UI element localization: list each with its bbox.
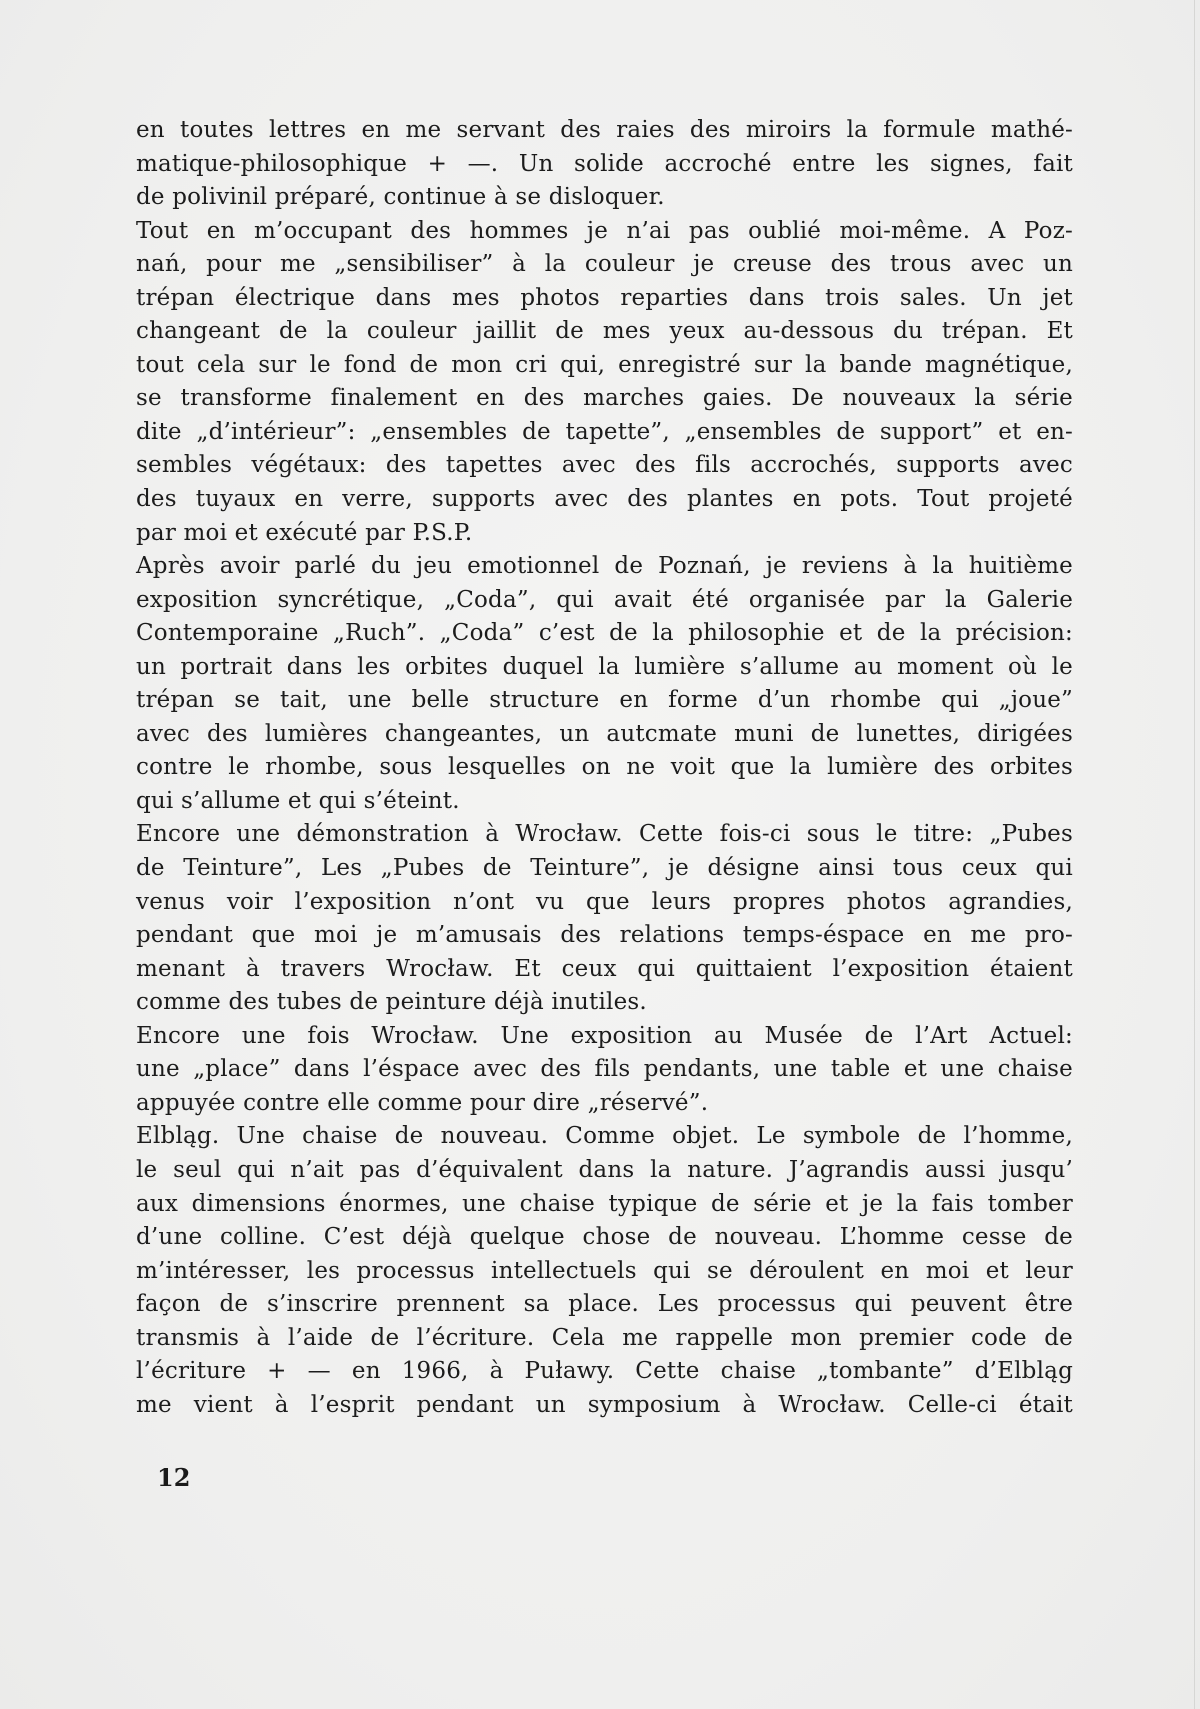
text-line: avec des lumières changeantes, un autcmate muni de lunettes, dirigées [136, 720, 1073, 747]
text-line: m’intéresser, les processus intellectuels qui se déroulent en moi et leur [136, 1257, 1073, 1284]
text-line: transmis à l’aide de l’écriture. Cela me rappelle mon premier code de [136, 1324, 1073, 1351]
text-line: contre le rhombe, sous lesquelles on ne voit que la lumière des orbites [136, 754, 1073, 781]
text-line: appuyée contre elle comme pour dire „réservé”. [136, 1089, 709, 1116]
text-line: des tuyaux en verre, supports avec des plantes en pots. Tout projeté [136, 486, 1073, 513]
text-line: le seul qui n’ait pas d’équivalent dans la nature. J’agrandis aussi jusqu’ [136, 1156, 1073, 1183]
text-line: qui s’allume et qui s’éteint. [136, 787, 460, 814]
body-text [136, 114, 1073, 1422]
text-line: de polivinil préparé, continue à se disloquer. [136, 184, 665, 211]
page-edge-line [1194, 0, 1195, 1709]
text-line: Tout en m’occupant des hommes je n’ai pas oublié moi-même. A Poz- [136, 217, 1073, 244]
text-line: en toutes lettres en me servant des raies des miroirs la formule mathé- [136, 117, 1073, 143]
text-line: trépan se tait, une belle structure en forme d’un rhombe qui „joue” [136, 687, 1073, 714]
text-line: Encore une fois Wrocław. Une exposition au Musée de l’Art Actuel: [136, 1022, 1073, 1049]
text-line: aux dimensions énormes, une chaise typique de série et je la fais tomber [136, 1190, 1073, 1217]
text-line: me vient à l’esprit pendant un symposium à Wrocław. Celle-ci était [136, 1391, 1073, 1418]
text-line: d’une colline. C’est déjà quelque chose de nouveau. L’homme cesse de [136, 1224, 1073, 1251]
text-line: nań, pour me „sensibiliser” à la couleur je creuse des trous avec un [136, 251, 1073, 278]
text-line: Encore une démonstration à Wrocław. Cette fois-ci sous le titre: „Pubes [136, 821, 1073, 848]
page-number: 12 [157, 1463, 191, 1492]
text-line: Après avoir parlé du jeu emotionnel de Poznań, je reviens à la huitième [136, 553, 1073, 580]
text-line: Elbląg. Une chaise de nouveau. Comme objet. Le symbole de l’homme, [136, 1123, 1073, 1150]
text-line: tout cela sur le fond de mon cri qui, enregistré sur la bande magnétique, [136, 351, 1073, 378]
text-line: l’écriture + — en 1966, à Puławy. Cette chaise „tombante” d’Elbląg [136, 1358, 1073, 1385]
text-line: façon de s’inscrire prennent sa place. Les processus qui peuvent être [136, 1291, 1073, 1318]
text-line: sembles végétaux: des tapettes avec des fils accrochés, supports avec [136, 452, 1073, 479]
text-line: de Teinture”, Les „Pubes de Teinture”, je désigne ainsi tous ceux qui [136, 855, 1073, 882]
text-line: pendant que moi je m’amusais des relations temps-éspace en me pro- [136, 922, 1073, 949]
text-line: se transforme finalement en des marches gaies. De nouveaux la série [136, 385, 1073, 412]
text-line: trépan électrique dans mes photos reparties dans trois sales. Un jet [136, 284, 1073, 311]
text-line: venus voir l’exposition n’ont vu que leurs propres photos agrandies, [136, 888, 1073, 915]
text-line: exposition syncrétique, „Coda”, qui avait été organisée par la Galerie [136, 586, 1073, 613]
text-line: changeant de la couleur jaillit de mes yeux au-dessous du trépan. Et [136, 318, 1073, 345]
text-line: matique-philosophique + —. Un solide accroché entre les signes, fait [136, 150, 1073, 177]
text-line: par moi et exécuté par P.S.P. [136, 519, 473, 546]
text-line: dite „d’intérieur”: „ensembles de tapette”, „ensembles de support” et en- [136, 418, 1073, 445]
text-line: un portrait dans les orbites duquel la lumière s’allume au moment où le [136, 653, 1073, 680]
text-line: menant à travers Wrocław. Et ceux qui quittaient l’exposition étaient [136, 955, 1073, 982]
text-line: Contemporaine „Ruch”. „Coda” c’est de la philosophie et de la précision: [136, 620, 1073, 647]
text-line: comme des tubes de peinture déjà inutiles. [136, 989, 647, 1016]
text-line: une „place” dans l’éspace avec des fils pendants, une table et une chaise [136, 1056, 1073, 1083]
